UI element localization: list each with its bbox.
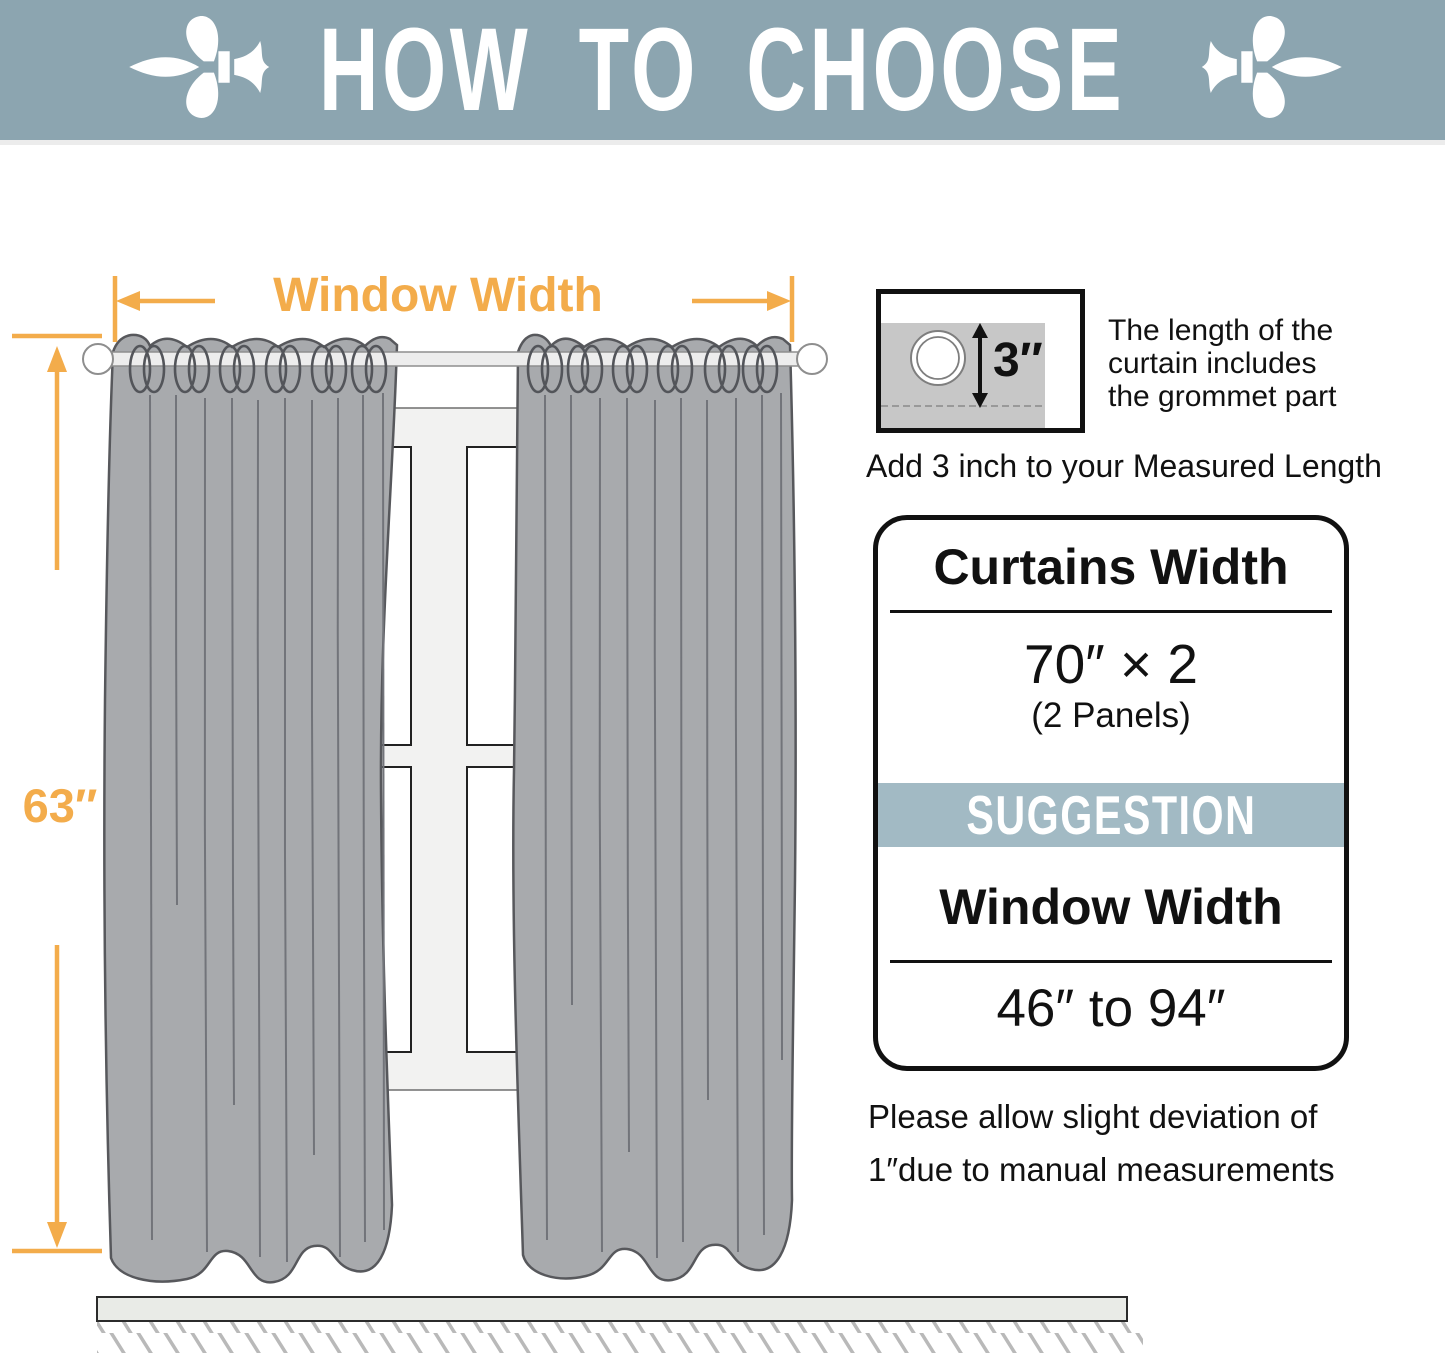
window-width-value: 46″ to 94″	[996, 979, 1226, 1038]
curtain-panel-left	[104, 335, 397, 1282]
suggestion-box	[873, 515, 1349, 1071]
window-width-title: Window Width	[939, 879, 1283, 935]
suggestion-band-label: SUGGESTION	[965, 784, 1257, 846]
curtain-panel-right	[513, 335, 795, 1280]
grommet-note-line: curtain includes	[1108, 347, 1317, 380]
grommet-detail-drawing	[881, 294, 1080, 428]
rod-finial-right	[797, 344, 827, 374]
deviation-footnote	[868, 1090, 1335, 1196]
floor	[97, 1297, 1143, 1353]
window-width-label: Window Width	[273, 269, 603, 322]
grommet-note	[1108, 314, 1336, 413]
grommet-note-line: the grommet part	[1108, 380, 1337, 413]
length-arrowhead-down	[47, 1222, 67, 1248]
width-arrowhead-left	[116, 291, 140, 311]
rod-finial-left	[83, 344, 113, 374]
suggestion-band	[878, 783, 1344, 847]
width-arrowhead-right	[767, 291, 791, 311]
footnote-line: Please allow slight deviation of	[868, 1098, 1318, 1135]
grommet-ring-inner	[917, 337, 959, 379]
curtains-width-value: 70″ × 2	[1024, 633, 1198, 695]
grommet-height-label: 3″	[993, 334, 1043, 387]
divider	[890, 610, 1332, 613]
page-title: HOW TO CHOOSE	[319, 4, 1126, 136]
curtains-width-title: Curtains Width	[933, 539, 1289, 595]
length-arrowhead-up	[47, 346, 67, 372]
grommet-caption: Add 3 inch to your Measured Length	[866, 448, 1382, 484]
grommet-detail-box	[876, 289, 1085, 433]
footnote-line: 1″due to manual measurements	[868, 1151, 1335, 1188]
curtains-width-note: (2 Panels)	[1031, 696, 1191, 735]
floor-hatching	[97, 1322, 1143, 1353]
divider	[890, 960, 1332, 963]
grommet-note-line: The length of the	[1108, 314, 1334, 347]
curtain-length-label: 63″	[22, 779, 98, 832]
